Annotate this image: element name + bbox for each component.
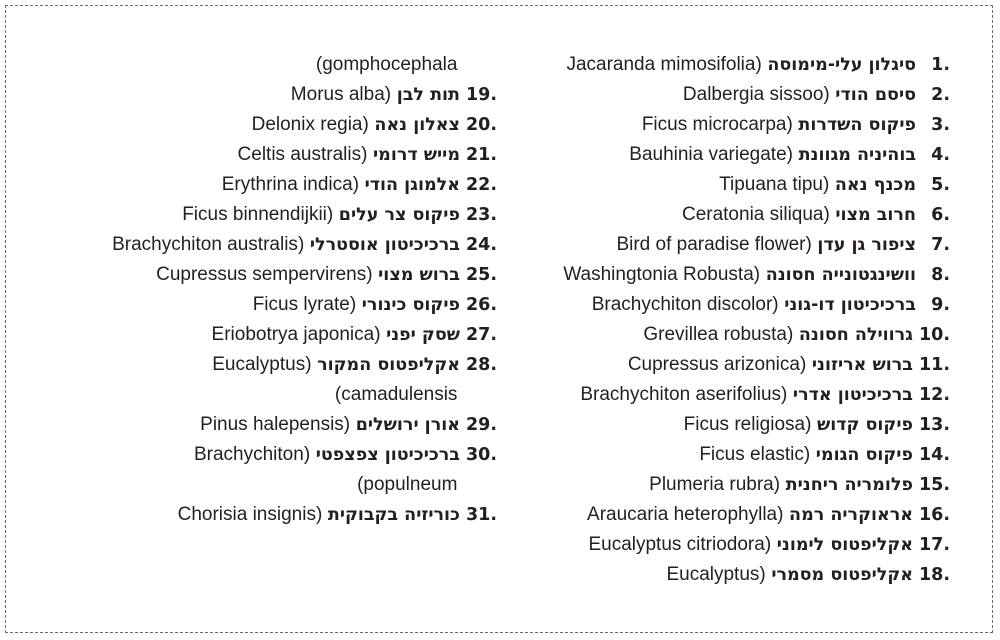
latin-name: (Eucalyptus (212, 354, 312, 375)
hebrew-name: צאלון נאה (374, 115, 460, 135)
hebrew-name: ברכיכיטון דו-גוני (784, 295, 916, 315)
item-number: .3 (931, 115, 950, 135)
tree-list-item (563, 50, 950, 80)
hebrew-name: אקליפטוס המקור (317, 355, 460, 375)
latin-name: (Tipuana tipu (719, 174, 830, 195)
latin-name: (Eriobotrya japonica (211, 324, 381, 345)
hebrew-name: מכנף נאה (834, 175, 916, 195)
latin-name: (Celtis australis (237, 144, 368, 165)
latin-name: (Cupressus sempervirens (156, 264, 373, 285)
tree-list-item (112, 500, 497, 530)
item-number: .13 (918, 415, 950, 435)
latin-name: (Grevillea robusta (643, 324, 794, 345)
latin-name: (Cupressus arizonica (627, 354, 807, 375)
hebrew-name: פיקוס הגומי (815, 445, 913, 465)
latin-name: (Ficus religiosa (683, 414, 812, 435)
item-number: .27 (465, 325, 497, 345)
latin-name: camadulensis) (334, 384, 458, 405)
latin-name: (Brachychiton australis (112, 234, 305, 255)
tree-list-item (563, 320, 950, 350)
tree-list-item (112, 110, 497, 140)
tree-list-item (563, 440, 950, 470)
latin-name: (Ceratonia siliqua (681, 204, 830, 225)
latin-name: (Erythrina indica (221, 174, 360, 195)
item-number: .21 (465, 145, 497, 165)
latin-name: (Ficus microcarpa (641, 114, 793, 135)
latin-name: (Brachychiton (193, 444, 311, 465)
latin-name: (Chorisia insignis (177, 504, 323, 525)
tree-list-item (112, 50, 497, 80)
item-number: .17 (918, 535, 950, 555)
hebrew-name: אקליפטוס לימוני (776, 535, 913, 555)
tree-list-item (112, 350, 497, 380)
tree-list-item (112, 140, 497, 170)
item-number: .15 (918, 475, 950, 495)
tree-list-item (112, 290, 497, 320)
latin-name: (Bauhinia variegate (629, 144, 793, 165)
tree-list-item (563, 110, 950, 140)
hebrew-name: גרווילה חסונה (798, 325, 913, 345)
latin-name: (Pinus halepensis (200, 414, 351, 435)
tree-list-item (563, 260, 950, 290)
hebrew-name: בוהיניה מגוונת (798, 145, 916, 165)
item-number: .26 (465, 295, 497, 315)
item-number: .14 (918, 445, 950, 465)
item-number: .8 (931, 265, 950, 285)
hebrew-name: פיקוס השדרות (798, 115, 916, 135)
item-number: .11 (918, 355, 950, 375)
hebrew-name: סיגלון עלי-מימוסה (767, 55, 916, 75)
tree-list-item (563, 470, 950, 500)
hebrew-name: וושינגטונייה חסונה (765, 265, 916, 285)
tree-list-item (563, 500, 950, 530)
hebrew-name: אקליפטוס מסמרי (771, 565, 913, 585)
item-number: .25 (465, 265, 497, 285)
tree-list-item (563, 290, 950, 320)
item-number: .22 (465, 175, 497, 195)
latin-name: (Jacaranda mimosifolia (566, 54, 762, 75)
item-number: .9 (931, 295, 950, 315)
tree-list-item (563, 200, 950, 230)
tree-list-item (563, 560, 950, 590)
tree-list-item (563, 80, 950, 110)
hebrew-name: ברכיכיטון אוסטרלי (309, 235, 460, 255)
latin-name: (Morus alba (290, 84, 392, 105)
item-number: .18 (918, 565, 950, 585)
tree-list-item (112, 410, 497, 440)
hebrew-name: ציפור גן עדן (817, 235, 916, 255)
item-number: .31 (465, 505, 497, 525)
tree-list-item (563, 380, 950, 410)
item-number: .28 (465, 355, 497, 375)
latin-name: (Ficus elastic (699, 444, 811, 465)
tree-list-item (112, 440, 497, 470)
latin-name: gomphocephala) (315, 54, 458, 75)
latin-name: (Ficus lyrate (252, 294, 357, 315)
item-number: .23 (465, 205, 497, 225)
tree-list-item (112, 260, 497, 290)
latin-name: (Washingtonia Robusta (563, 264, 761, 285)
latin-name: populneum) (357, 474, 458, 495)
hebrew-name: ברכיכיטון צפצפטי (315, 445, 460, 465)
tree-list-right-column (563, 50, 950, 590)
item-number: .6 (931, 205, 950, 225)
hebrew-name: אורן ירושלים (355, 415, 460, 435)
tree-list-item (563, 170, 950, 200)
item-number: .5 (931, 175, 950, 195)
tree-list-item (112, 380, 497, 410)
latin-name: (Plumeria rubra (649, 474, 781, 495)
hebrew-name: סיסם הודי (835, 85, 916, 105)
item-number: .7 (931, 235, 950, 255)
latin-name: (Delonix regia (251, 114, 369, 135)
hebrew-name: ברוש מצוי (378, 265, 460, 285)
item-number: .10 (918, 325, 950, 345)
hebrew-name: ברוש אריזוני (811, 355, 913, 375)
tree-list-item (563, 230, 950, 260)
hebrew-name: ברכיכיטון אדרי (792, 385, 913, 405)
tree-list-item (563, 530, 950, 560)
tree-list-item (112, 230, 497, 260)
hebrew-name: תות לבן (396, 85, 460, 105)
tree-list-left-column (112, 50, 497, 530)
latin-name: (Brachychiton aserifolius (580, 384, 788, 405)
item-number: .2 (931, 85, 950, 105)
tree-list-item (112, 80, 497, 110)
tree-list-item (563, 350, 950, 380)
hebrew-name: שסק יפני (386, 325, 460, 345)
latin-name: (Eucalyptus citriodora (588, 534, 772, 555)
hebrew-name: פיקוס צר עלים (338, 205, 460, 225)
latin-name: (Bird of paradise flower (616, 234, 812, 255)
hebrew-name: פיקוס קדוש (816, 415, 913, 435)
tree-list-item (112, 170, 497, 200)
item-number: .1 (931, 55, 950, 75)
tree-list-item (112, 470, 497, 500)
hebrew-name: מייש דרומי (373, 145, 460, 165)
tree-list-item (112, 320, 497, 350)
hebrew-name: כוריזיה בקבוקית (327, 505, 460, 525)
item-number: .4 (931, 145, 950, 165)
hebrew-name: פיקוס כינורי (361, 295, 460, 315)
tree-list-item (563, 410, 950, 440)
item-number: .30 (465, 445, 497, 465)
latin-name: (Brachychiton discolor (591, 294, 779, 315)
tree-list-item (112, 200, 497, 230)
item-number: .24 (465, 235, 497, 255)
latin-name: (Araucaria heterophylla (587, 504, 784, 525)
latin-name: (Eucalyptus (666, 564, 766, 585)
latin-name: (Dalbergia sissoo (682, 84, 830, 105)
item-number: .16 (918, 505, 950, 525)
item-number: .29 (465, 415, 497, 435)
item-number: .19 (465, 85, 497, 105)
item-number: .12 (918, 385, 950, 405)
hebrew-name: פלומריה ריחנית (785, 475, 913, 495)
tree-list-item (563, 140, 950, 170)
hebrew-name: אלמוגן הודי (364, 175, 460, 195)
hebrew-name: חרוב מצוי (835, 205, 916, 225)
hebrew-name: אראוקריה רמה (789, 505, 913, 525)
latin-name: (Ficus binnendijkii (182, 204, 334, 225)
item-number: .20 (465, 115, 497, 135)
